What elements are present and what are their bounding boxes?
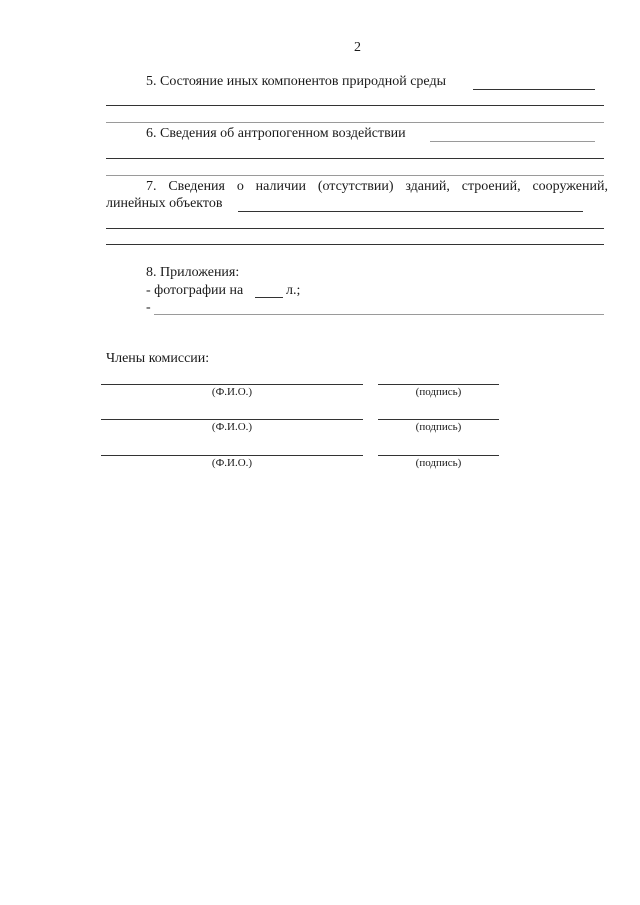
member-2-signature-caption: (подпись) — [415, 421, 462, 433]
section-8-dash-line — [154, 314, 604, 315]
section-6-label: 6. Сведения об антропогенном воздействии — [146, 126, 406, 141]
member-3-name-caption: (Ф.И.О.) — [211, 457, 253, 469]
section-6-line-3 — [106, 175, 604, 176]
section-5-line-2 — [106, 105, 604, 106]
member-1-name-caption: (Ф.И.О.) — [211, 386, 253, 398]
member-3-signature-line — [378, 455, 499, 456]
section-8-dash: - — [146, 300, 151, 315]
member-1-name-line — [101, 384, 363, 385]
section-8-photos-prefix: - фотографии на — [146, 283, 244, 298]
member-2-signature-line — [378, 419, 499, 420]
section-5-line-3 — [106, 122, 604, 123]
section-7-line-4 — [106, 244, 604, 245]
section-5-fill-line — [473, 89, 595, 90]
section-8-title: 8. Приложения: — [146, 265, 240, 280]
member-1-signature-line — [378, 384, 499, 385]
section-7-line-2-label: линейных объектов — [106, 196, 223, 211]
section-7-fill-line — [238, 211, 583, 212]
section-6-line-2 — [106, 158, 604, 159]
section-7-line-3 — [106, 228, 604, 229]
section-8-photos-suffix: л.; — [286, 283, 301, 298]
member-1-signature-caption: (подпись) — [415, 386, 462, 398]
member-2-name-caption: (Ф.И.О.) — [211, 421, 253, 433]
member-3-signature-caption: (подпись) — [415, 457, 462, 469]
commission-title: Члены комиссии: — [106, 351, 210, 366]
section-8-photos-count-line — [255, 297, 283, 298]
member-3-name-line — [101, 455, 363, 456]
page-number: 2 — [354, 40, 361, 55]
member-2-name-line — [101, 419, 363, 420]
section-7-line-1: 7. Сведения о наличии (отсутствии) зданий, строений, сооружений, — [146, 179, 608, 194]
section-5-label: 5. Состояние иных компонентов природной среды — [146, 74, 446, 89]
section-6-fill-line — [430, 141, 595, 142]
